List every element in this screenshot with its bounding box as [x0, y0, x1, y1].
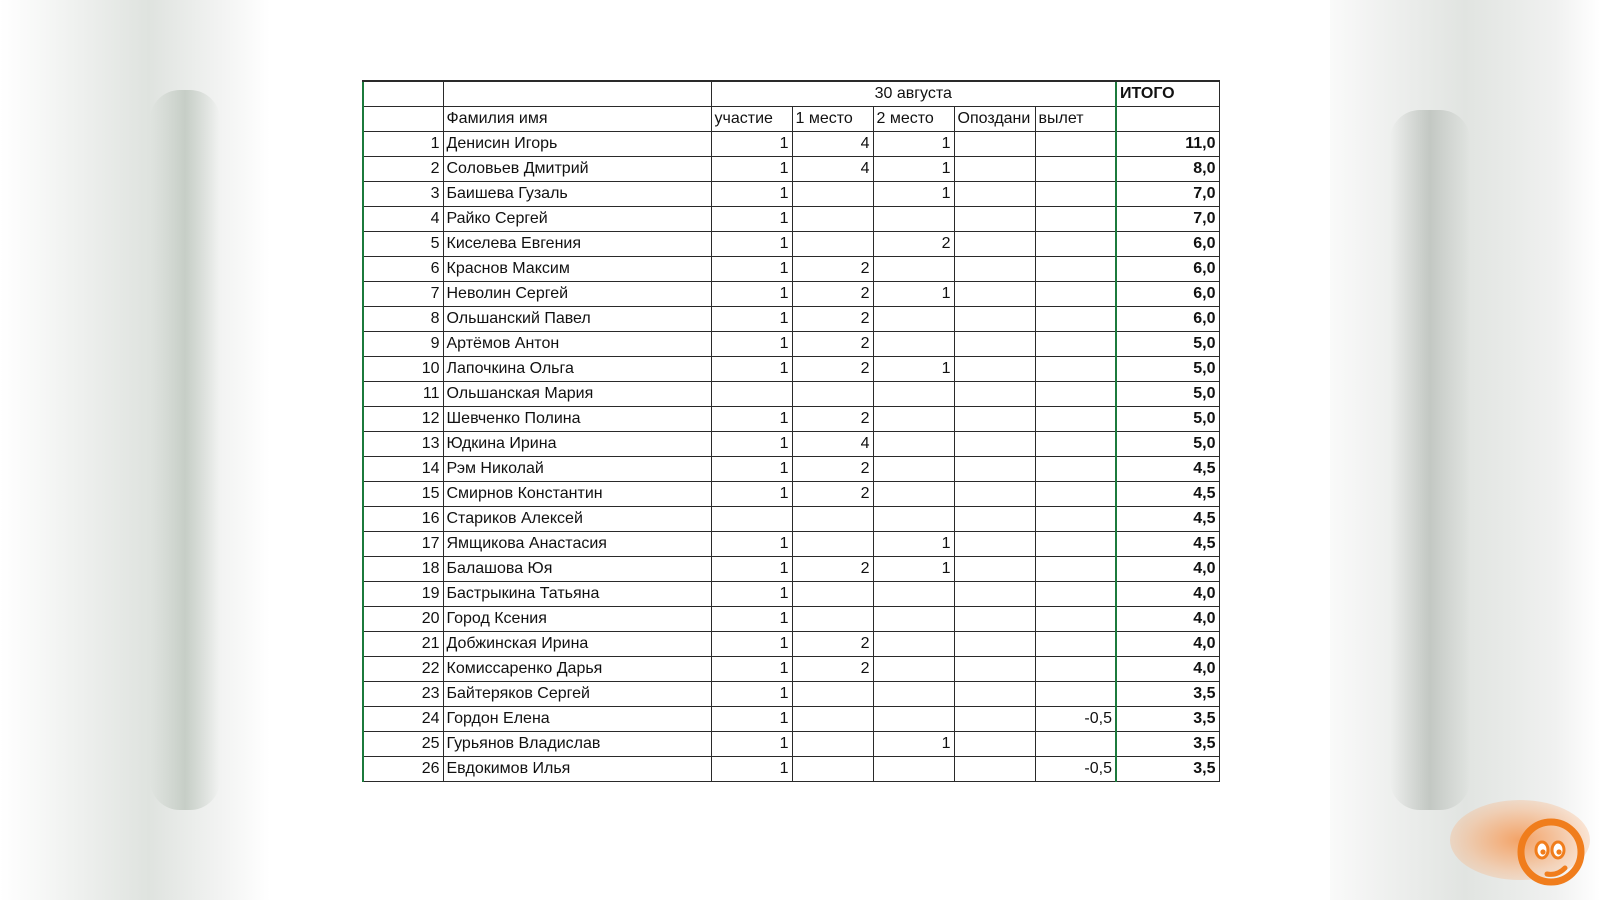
- first-place-value: 2: [792, 457, 873, 482]
- participant-name: Евдокимов Илья: [443, 757, 711, 782]
- row-number: 3: [363, 182, 443, 207]
- total-header: ИТОГО: [1116, 81, 1219, 107]
- late-value: [954, 732, 1035, 757]
- late-value: [954, 207, 1035, 232]
- participation-value: 1: [711, 682, 792, 707]
- second-place-value: [873, 707, 954, 732]
- second-place-value: [873, 507, 954, 532]
- date-header: 30 августа: [711, 81, 1116, 107]
- late-value: [954, 557, 1035, 582]
- table-row: [363, 582, 1219, 607]
- out-value: [1035, 507, 1116, 532]
- out-value: [1035, 632, 1116, 657]
- participation-value: [711, 382, 792, 407]
- first-place-value: 2: [792, 557, 873, 582]
- second-place-value: [873, 257, 954, 282]
- participation-value: 1: [711, 457, 792, 482]
- first-place-value: [792, 232, 873, 257]
- second-place-value: 1: [873, 157, 954, 182]
- out-value: [1035, 332, 1116, 357]
- out-value: [1035, 382, 1116, 407]
- late-value: [954, 332, 1035, 357]
- out-value: [1035, 582, 1116, 607]
- late-value: [954, 582, 1035, 607]
- row-number: 2: [363, 157, 443, 182]
- late-value: [954, 457, 1035, 482]
- table-row: [363, 282, 1219, 307]
- table-row: [363, 407, 1219, 432]
- out-value: [1035, 182, 1116, 207]
- late-value: [954, 182, 1035, 207]
- participation-value: 1: [711, 157, 792, 182]
- participant-name: Бастрыкина Татьяна: [443, 582, 711, 607]
- row-number: 12: [363, 407, 443, 432]
- out-value: -0,5: [1035, 707, 1116, 732]
- total-value: 8,0: [1116, 157, 1219, 182]
- table-row: [363, 532, 1219, 557]
- participant-name: Байтеряков Сергей: [443, 682, 711, 707]
- participation-value: 1: [711, 307, 792, 332]
- late-value: [954, 157, 1035, 182]
- total-value: 4,5: [1116, 482, 1219, 507]
- participation-value: 1: [711, 757, 792, 782]
- participant-name: Неволин Сергей: [443, 282, 711, 307]
- first-place-value: [792, 182, 873, 207]
- second-place-value: [873, 657, 954, 682]
- first-place-value: [792, 582, 873, 607]
- first-place-column-header: 1 место: [792, 107, 873, 132]
- table-row: [363, 457, 1219, 482]
- participation-value: 1: [711, 432, 792, 457]
- late-value: [954, 707, 1035, 732]
- first-place-value: 4: [792, 132, 873, 157]
- out-value: [1035, 407, 1116, 432]
- first-place-value: [792, 607, 873, 632]
- second-place-value: [873, 407, 954, 432]
- participant-name: Киселева Евгения: [443, 232, 711, 257]
- out-value: [1035, 607, 1116, 632]
- first-place-value: 4: [792, 157, 873, 182]
- participation-value: 1: [711, 632, 792, 657]
- table-row: [363, 382, 1219, 407]
- participation-value: 1: [711, 257, 792, 282]
- row-number: 16: [363, 507, 443, 532]
- total-value: 6,0: [1116, 282, 1219, 307]
- table-row: [363, 232, 1219, 257]
- table-row: [363, 657, 1219, 682]
- late-value: [954, 132, 1035, 157]
- second-place-value: [873, 432, 954, 457]
- second-place-value: [873, 632, 954, 657]
- table-row: [363, 632, 1219, 657]
- second-place-value: [873, 382, 954, 407]
- row-number: 20: [363, 607, 443, 632]
- second-place-value: 1: [873, 132, 954, 157]
- first-place-value: 2: [792, 657, 873, 682]
- participation-column-header: участие: [711, 107, 792, 132]
- participation-value: 1: [711, 407, 792, 432]
- first-place-value: 2: [792, 257, 873, 282]
- table-row: [363, 557, 1219, 582]
- participation-value: 1: [711, 707, 792, 732]
- row-number: 5: [363, 232, 443, 257]
- late-value: [954, 382, 1035, 407]
- total-value: 4,5: [1116, 457, 1219, 482]
- row-number: 4: [363, 207, 443, 232]
- out-value: [1035, 232, 1116, 257]
- table-row: [363, 482, 1219, 507]
- spreadsheet-image: [270, 0, 1330, 900]
- second-place-value: 1: [873, 182, 954, 207]
- row-number: 18: [363, 557, 443, 582]
- out-value: [1035, 207, 1116, 232]
- participant-name: Денисин Игорь: [443, 132, 711, 157]
- header-row-date: [363, 81, 1219, 107]
- participation-value: 1: [711, 557, 792, 582]
- total-value: 3,5: [1116, 707, 1219, 732]
- late-value: [954, 282, 1035, 307]
- participation-value: 1: [711, 132, 792, 157]
- total-value: 4,0: [1116, 657, 1219, 682]
- total-value: 3,5: [1116, 732, 1219, 757]
- table-row: [363, 307, 1219, 332]
- first-place-value: 2: [792, 632, 873, 657]
- row-number: 15: [363, 482, 443, 507]
- total-value: 6,0: [1116, 232, 1219, 257]
- results-table: [362, 80, 1220, 782]
- participation-value: 1: [711, 607, 792, 632]
- participation-value: 1: [711, 232, 792, 257]
- late-value: [954, 257, 1035, 282]
- participant-name: Стариков Алексей: [443, 507, 711, 532]
- participant-name: Смирнов Константин: [443, 482, 711, 507]
- total-value: 5,0: [1116, 332, 1219, 357]
- row-number: 6: [363, 257, 443, 282]
- row-number: 24: [363, 707, 443, 732]
- participation-value: 1: [711, 532, 792, 557]
- late-value: [954, 232, 1035, 257]
- late-value: [954, 757, 1035, 782]
- participation-value: 1: [711, 582, 792, 607]
- late-value: [954, 657, 1035, 682]
- total-value: 3,5: [1116, 757, 1219, 782]
- row-number: 1: [363, 132, 443, 157]
- table-row: [363, 132, 1219, 157]
- participant-name: Рэм Николай: [443, 457, 711, 482]
- out-value: [1035, 457, 1116, 482]
- late-value: [954, 507, 1035, 532]
- participation-value: 1: [711, 182, 792, 207]
- participant-name: Балашова Юя: [443, 557, 711, 582]
- late-column-header: Опоздани: [954, 107, 1035, 132]
- out-value: [1035, 282, 1116, 307]
- second-place-value: [873, 607, 954, 632]
- out-value: [1035, 132, 1116, 157]
- total-value: 6,0: [1116, 307, 1219, 332]
- row-number: 10: [363, 357, 443, 382]
- first-place-value: [792, 532, 873, 557]
- row-number: 19: [363, 582, 443, 607]
- participation-value: [711, 507, 792, 532]
- late-value: [954, 307, 1035, 332]
- participant-name: Артёмов Антон: [443, 332, 711, 357]
- table-row: [363, 682, 1219, 707]
- out-value: [1035, 307, 1116, 332]
- row-number: 8: [363, 307, 443, 332]
- table-row: [363, 507, 1219, 532]
- participant-name: Комиссаренко Дарья: [443, 657, 711, 682]
- participation-value: 1: [711, 332, 792, 357]
- total-value: 5,0: [1116, 432, 1219, 457]
- row-number: 9: [363, 332, 443, 357]
- total-value: 4,0: [1116, 632, 1219, 657]
- participant-name: Соловьев Дмитрий: [443, 157, 711, 182]
- first-place-value: 2: [792, 357, 873, 382]
- second-place-value: 1: [873, 732, 954, 757]
- total-value: 6,0: [1116, 257, 1219, 282]
- second-place-value: [873, 457, 954, 482]
- out-value: [1035, 532, 1116, 557]
- participation-value: 1: [711, 482, 792, 507]
- participant-name: Гурьянов Владислав: [443, 732, 711, 757]
- row-number: 17: [363, 532, 443, 557]
- total-value: 5,0: [1116, 382, 1219, 407]
- first-place-value: [792, 682, 873, 707]
- row-number: 25: [363, 732, 443, 757]
- out-value: [1035, 657, 1116, 682]
- first-place-value: 2: [792, 282, 873, 307]
- second-place-value: [873, 582, 954, 607]
- first-place-value: [792, 382, 873, 407]
- participant-name: Баишева Гузаль: [443, 182, 711, 207]
- header-row-columns: [363, 107, 1219, 132]
- participant-name: Юдкина Ирина: [443, 432, 711, 457]
- out-value: [1035, 732, 1116, 757]
- participant-name: Лапочкина Ольга: [443, 357, 711, 382]
- row-number: 13: [363, 432, 443, 457]
- participation-value: 1: [711, 732, 792, 757]
- first-place-value: [792, 757, 873, 782]
- late-value: [954, 682, 1035, 707]
- second-place-value: [873, 682, 954, 707]
- row-number: 11: [363, 382, 443, 407]
- participant-name: Ольшанский Павел: [443, 307, 711, 332]
- participant-name: Шевченко Полина: [443, 407, 711, 432]
- participant-name: Краснов Максим: [443, 257, 711, 282]
- table-row: [363, 332, 1219, 357]
- table-row: [363, 257, 1219, 282]
- first-place-value: 4: [792, 432, 873, 457]
- total-value: 4,0: [1116, 557, 1219, 582]
- out-value: [1035, 257, 1116, 282]
- table-row: [363, 732, 1219, 757]
- late-value: [954, 482, 1035, 507]
- second-place-value: [873, 207, 954, 232]
- out-value: [1035, 682, 1116, 707]
- second-place-column-header: 2 место: [873, 107, 954, 132]
- smiley-logo-icon: [1515, 818, 1587, 890]
- total-value: 4,0: [1116, 582, 1219, 607]
- first-place-value: [792, 732, 873, 757]
- out-value: [1035, 557, 1116, 582]
- total-value: 4,5: [1116, 507, 1219, 532]
- participation-value: 1: [711, 357, 792, 382]
- out-value: [1035, 482, 1116, 507]
- row-number: 14: [363, 457, 443, 482]
- row-number: 21: [363, 632, 443, 657]
- first-place-value: [792, 207, 873, 232]
- total-value: 7,0: [1116, 207, 1219, 232]
- late-value: [954, 432, 1035, 457]
- table-row: [363, 757, 1219, 782]
- blurred-background-left: [0, 0, 270, 900]
- second-place-value: 1: [873, 557, 954, 582]
- table-row: [363, 607, 1219, 632]
- table-row: [363, 182, 1219, 207]
- first-place-value: 2: [792, 407, 873, 432]
- first-place-value: 2: [792, 332, 873, 357]
- second-place-value: [873, 332, 954, 357]
- row-number: 7: [363, 282, 443, 307]
- first-place-value: [792, 507, 873, 532]
- table-row: [363, 432, 1219, 457]
- table-row: [363, 207, 1219, 232]
- late-value: [954, 532, 1035, 557]
- row-number: 22: [363, 657, 443, 682]
- total-value: 4,5: [1116, 532, 1219, 557]
- row-number: 23: [363, 682, 443, 707]
- second-place-value: [873, 482, 954, 507]
- participant-name: Ольшанская Мария: [443, 382, 711, 407]
- table-row: [363, 707, 1219, 732]
- out-column-header: вылет: [1035, 107, 1116, 132]
- second-place-value: [873, 307, 954, 332]
- table-row: [363, 357, 1219, 382]
- late-value: [954, 357, 1035, 382]
- total-value: 5,0: [1116, 357, 1219, 382]
- total-value: 11,0: [1116, 132, 1219, 157]
- name-column-header: Фамилия имя: [443, 107, 711, 132]
- participant-name: Гордон Елена: [443, 707, 711, 732]
- row-number: 26: [363, 757, 443, 782]
- participant-name: Райко Сергей: [443, 207, 711, 232]
- first-place-value: [792, 707, 873, 732]
- blurred-background-right: [1300, 0, 1600, 900]
- out-value: [1035, 432, 1116, 457]
- late-value: [954, 632, 1035, 657]
- first-place-value: 2: [792, 307, 873, 332]
- total-value: 5,0: [1116, 407, 1219, 432]
- table-row: [363, 157, 1219, 182]
- participant-name: Ямщикова Анастасия: [443, 532, 711, 557]
- participation-value: 1: [711, 282, 792, 307]
- out-value: [1035, 357, 1116, 382]
- out-value: [1035, 157, 1116, 182]
- total-value: 4,0: [1116, 607, 1219, 632]
- participation-value: 1: [711, 657, 792, 682]
- participant-name: Город Ксения: [443, 607, 711, 632]
- total-value: 3,5: [1116, 682, 1219, 707]
- participation-value: 1: [711, 207, 792, 232]
- out-value: -0,5: [1035, 757, 1116, 782]
- second-place-value: 1: [873, 357, 954, 382]
- second-place-value: 2: [873, 232, 954, 257]
- second-place-value: [873, 757, 954, 782]
- second-place-value: 1: [873, 532, 954, 557]
- first-place-value: 2: [792, 482, 873, 507]
- total-value: 7,0: [1116, 182, 1219, 207]
- late-value: [954, 407, 1035, 432]
- participant-name: Добжинская Ирина: [443, 632, 711, 657]
- late-value: [954, 607, 1035, 632]
- second-place-value: 1: [873, 282, 954, 307]
